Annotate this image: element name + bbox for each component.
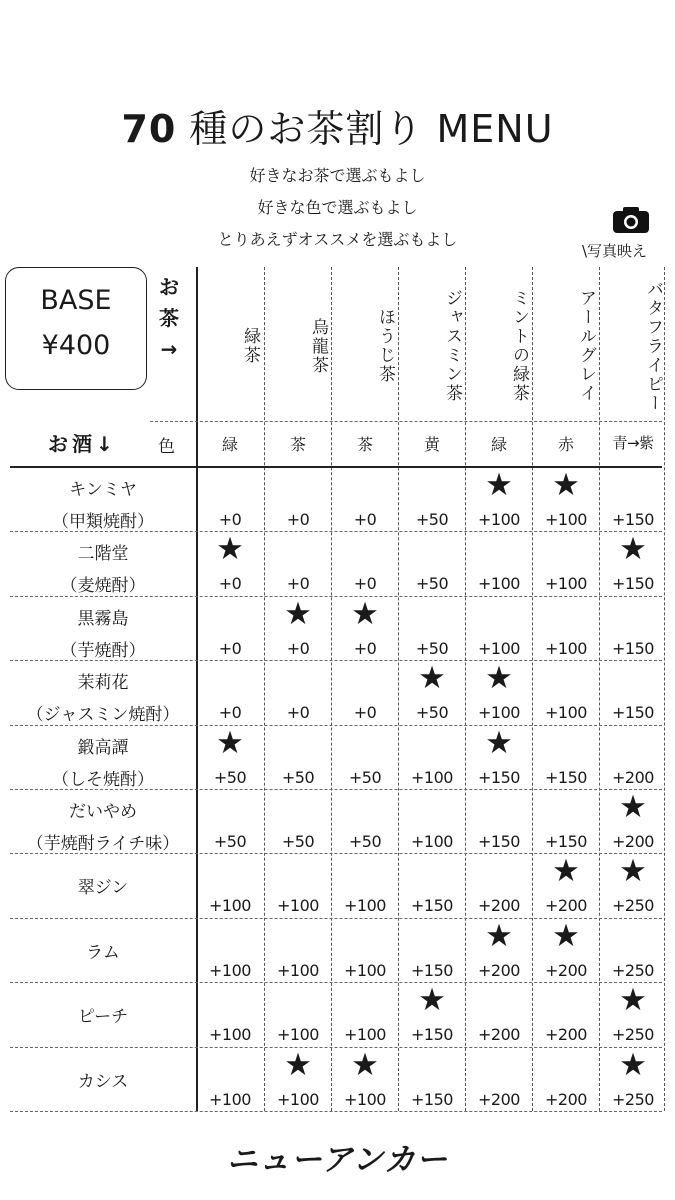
price-value: +200	[612, 832, 654, 851]
price-value: +200	[545, 1089, 587, 1109]
price-cell	[399, 531, 465, 595]
price-cell	[399, 982, 465, 1046]
price-value: +100	[277, 1089, 319, 1109]
drink-name-cell	[10, 531, 196, 595]
recommend-star-icon: ★	[552, 917, 580, 954]
price-cell	[600, 725, 666, 789]
price-cell	[197, 982, 263, 1046]
price-value: +200	[545, 1025, 587, 1045]
drink-name: 鍛高譚	[77, 737, 129, 758]
price-value: +150	[612, 510, 654, 529]
tea-color: 赤	[557, 435, 574, 454]
price-cell	[533, 725, 599, 789]
price-cell	[265, 918, 331, 982]
drink-name: 翠ジン	[77, 878, 129, 899]
price-value: +200	[478, 960, 520, 980]
price-value: +0	[218, 703, 242, 723]
price-value: +0	[353, 638, 377, 658]
tea-name: バタフライピー	[643, 279, 663, 413]
price-value: +100	[209, 960, 251, 980]
tea-color: 黄	[423, 435, 440, 454]
price-cell	[332, 1047, 398, 1111]
price-cell	[466, 725, 532, 789]
price-value: +100	[478, 510, 520, 529]
price-value: +50	[415, 574, 449, 594]
drink-name: 黒霧島	[77, 608, 129, 629]
price-value: +150	[612, 638, 654, 658]
price-cell	[466, 531, 532, 595]
price-cell	[265, 853, 331, 917]
price-value: +100	[344, 1025, 386, 1045]
tea-axis-label	[156, 272, 182, 365]
price-value: +150	[411, 960, 453, 980]
price-value: +50	[213, 767, 247, 787]
price-value: +100	[277, 896, 319, 916]
price-cell	[399, 789, 465, 853]
drink-subtitle: （甲類焼酎）	[52, 512, 154, 532]
tea-name: 緑茶	[240, 327, 260, 365]
price-cell	[197, 789, 263, 853]
price-cell	[466, 1047, 532, 1111]
price-cell	[197, 660, 263, 724]
price-value: +150	[478, 767, 520, 787]
recommend-star-icon: ★	[619, 1046, 647, 1083]
base-price-box	[5, 267, 147, 390]
price-value: +50	[281, 767, 315, 787]
price-cell	[600, 1047, 666, 1111]
sake-axis-label: お酒↓	[48, 432, 117, 456]
price-value: +0	[218, 574, 242, 594]
photo-note: \写真映え	[582, 242, 648, 260]
price-cell	[197, 853, 263, 917]
price-value: +0	[353, 574, 377, 594]
price-value: +100	[545, 703, 587, 723]
price-cell	[197, 918, 263, 982]
price-value: +100	[344, 1089, 386, 1109]
price-cell	[533, 1047, 599, 1111]
price-value: +50	[415, 510, 449, 529]
price-value: +250	[612, 896, 654, 916]
price-value: +50	[348, 767, 382, 787]
recommend-star-icon: ★	[485, 724, 513, 761]
price-value: +200	[545, 896, 587, 916]
drink-name-cell	[10, 596, 196, 660]
price-cell	[600, 789, 666, 853]
recommend-star-icon: ★	[418, 660, 446, 697]
base-label: BASE	[40, 285, 112, 316]
price-cell	[466, 789, 532, 853]
drink-name: ピーチ	[77, 1007, 129, 1028]
price-cell	[332, 725, 398, 789]
price-value: +150	[411, 1025, 453, 1045]
row-divider	[150, 421, 662, 422]
drink-name: 茉莉花	[77, 673, 129, 694]
price-value: +0	[218, 638, 242, 658]
price-cell	[466, 982, 532, 1046]
price-value: +100	[277, 1025, 319, 1045]
menu-title	[0, 98, 675, 153]
drink-name: だいやめ	[69, 802, 137, 822]
price-value: +100	[344, 896, 386, 916]
price-value: +100	[209, 896, 251, 916]
title-text: 種のお茶割り MENU	[189, 107, 554, 151]
recommend-star-icon: ★	[216, 531, 244, 568]
price-value: +50	[281, 832, 315, 851]
price-value: +0	[353, 510, 377, 529]
price-cell	[332, 918, 398, 982]
recommend-star-icon: ★	[619, 531, 647, 568]
tea-axis-arrow: →	[160, 337, 178, 361]
drink-name-cell	[10, 1047, 196, 1111]
price-cell	[265, 660, 331, 724]
price-cell	[197, 1047, 263, 1111]
price-cell	[600, 660, 666, 724]
price-value: +0	[218, 510, 242, 529]
price-value: +150	[478, 832, 520, 851]
drink-name-cell	[10, 853, 196, 917]
price-value: +0	[353, 703, 377, 723]
price-value: +100	[478, 703, 520, 723]
subtitle-line: 好きな色で選ぶもよし	[257, 198, 418, 217]
price-value: +150	[411, 1089, 453, 1109]
title-number: 70	[121, 107, 177, 151]
recommend-star-icon: ★	[351, 1046, 379, 1083]
shop-logo: ニューアンカー	[226, 1142, 449, 1178]
price-value: +100	[545, 574, 587, 594]
price-cell	[533, 596, 599, 660]
tea-axis-char: 茶	[159, 306, 179, 330]
price-cell	[533, 531, 599, 595]
price-cell	[600, 918, 666, 982]
price-value: +0	[286, 638, 310, 658]
price-value: +250	[612, 1025, 654, 1045]
price-cell	[466, 853, 532, 917]
price-value: +100	[411, 767, 453, 787]
price-value: +100	[209, 1089, 251, 1109]
price-cell	[600, 467, 666, 531]
price-value: +100	[545, 510, 587, 529]
price-cell	[332, 531, 398, 595]
price-cell	[197, 467, 263, 531]
price-cell	[265, 467, 331, 531]
price-cell	[332, 789, 398, 853]
price-value: +150	[545, 767, 587, 787]
price-value: +100	[478, 574, 520, 594]
price-cell	[399, 596, 465, 660]
price-cell	[265, 982, 331, 1046]
price-cell	[197, 725, 263, 789]
drink-name: キンミヤ	[69, 480, 137, 500]
price-value: +100	[478, 638, 520, 658]
recommend-star-icon: ★	[619, 982, 647, 1019]
recommend-star-icon: ★	[485, 660, 513, 697]
price-value: +100	[344, 960, 386, 980]
price-cell	[533, 982, 599, 1046]
recommend-star-icon: ★	[485, 917, 513, 954]
tea-color: 青→紫	[612, 434, 654, 452]
base-price: ¥400	[41, 330, 111, 361]
price-value: +200	[545, 960, 587, 980]
drink-name: カシス	[77, 1071, 129, 1092]
price-cell	[533, 467, 599, 531]
price-cell	[399, 725, 465, 789]
tea-color: 緑	[221, 435, 238, 454]
price-cell	[332, 853, 398, 917]
price-cell	[265, 596, 331, 660]
price-cell	[533, 853, 599, 917]
price-value: +50	[348, 832, 382, 851]
price-cell	[332, 467, 398, 531]
price-cell	[466, 596, 532, 660]
price-cell	[533, 660, 599, 724]
price-value: +50	[213, 832, 247, 851]
recommend-star-icon: ★	[418, 982, 446, 1019]
price-cell	[533, 918, 599, 982]
price-value: +0	[286, 510, 310, 529]
price-cell	[332, 982, 398, 1046]
tea-name: ジャスミン茶	[442, 289, 462, 403]
price-cell	[265, 531, 331, 595]
recommend-star-icon: ★	[619, 853, 647, 890]
subtitle-line: とりあえずオススメを選ぶもよし	[217, 230, 458, 249]
recommend-star-icon: ★	[619, 789, 647, 825]
tea-color: 茶	[289, 435, 306, 454]
tea-name: 烏龍茶	[308, 317, 328, 375]
drink-subtitle: （ジャスミン焼酎）	[26, 705, 180, 726]
recommend-star-icon: ★	[552, 467, 580, 503]
drink-name-cell	[10, 982, 196, 1046]
color-axis-label: 色	[158, 437, 175, 457]
drink-subtitle: （芋焼酎）	[60, 640, 146, 661]
price-value: +200	[478, 1025, 520, 1045]
row-divider	[10, 1111, 662, 1112]
price-cell	[399, 918, 465, 982]
price-cell	[332, 596, 398, 660]
price-cell	[197, 596, 263, 660]
price-cell	[533, 789, 599, 853]
drink-name: 二階堂	[77, 544, 129, 565]
price-cell	[600, 596, 666, 660]
price-value: +150	[411, 896, 453, 916]
price-cell	[399, 467, 465, 531]
price-value: +150	[612, 703, 654, 723]
price-cell	[399, 660, 465, 724]
price-value: +100	[209, 1025, 251, 1045]
price-value: +250	[612, 1089, 654, 1109]
price-value: +150	[612, 574, 654, 594]
price-value: +50	[415, 638, 449, 658]
tea-color: 茶	[356, 435, 373, 454]
price-cell	[265, 789, 331, 853]
recommend-star-icon: ★	[284, 595, 312, 632]
price-cell	[600, 853, 666, 917]
drink-subtitle: （芋焼酎ライチ味）	[26, 834, 180, 854]
price-cell	[197, 531, 263, 595]
price-cell	[600, 531, 666, 595]
subtitle-line: 好きなお茶で選ぶもよし	[249, 166, 426, 185]
recommend-star-icon: ★	[351, 595, 379, 632]
price-cell	[399, 853, 465, 917]
price-cell	[399, 1047, 465, 1111]
drink-name-cell	[10, 918, 196, 982]
drink-name-cell	[10, 725, 196, 789]
price-value: +100	[277, 960, 319, 980]
price-value: +0	[286, 703, 310, 723]
drink-subtitle: （麦焼酎）	[60, 576, 146, 597]
tea-name: ほうじ茶	[375, 308, 395, 384]
recommend-star-icon: ★	[216, 724, 244, 761]
price-value: +100	[411, 832, 453, 851]
recommend-star-icon: ★	[485, 467, 513, 503]
price-value: +50	[415, 703, 449, 723]
tea-name: アールグレイ	[576, 289, 596, 403]
subtitle-group	[0, 160, 675, 256]
price-cell	[466, 660, 532, 724]
price-cell	[265, 725, 331, 789]
price-value: +150	[545, 832, 587, 851]
price-cell	[600, 982, 666, 1046]
price-value: +100	[545, 638, 587, 658]
price-cell	[466, 467, 532, 531]
price-value: +200	[478, 896, 520, 916]
tea-axis-char: お	[159, 275, 179, 299]
price-value: +200	[612, 767, 654, 787]
price-cell	[332, 660, 398, 724]
tea-name: ミントの緑茶	[509, 289, 529, 403]
drink-subtitle: （しそ焼酎）	[52, 769, 154, 790]
drink-name-cell	[10, 660, 196, 724]
price-value: +250	[612, 960, 654, 980]
price-cell	[265, 1047, 331, 1111]
drink-name: ラム	[86, 942, 120, 963]
recommend-star-icon: ★	[552, 853, 580, 890]
price-cell	[466, 918, 532, 982]
drink-name-cell	[10, 467, 196, 531]
price-value: +200	[478, 1089, 520, 1109]
drink-name-cell	[10, 789, 196, 853]
tea-color: 緑	[490, 435, 507, 454]
price-value: +0	[286, 574, 310, 594]
camera-icon	[612, 206, 650, 234]
recommend-star-icon: ★	[284, 1046, 312, 1083]
